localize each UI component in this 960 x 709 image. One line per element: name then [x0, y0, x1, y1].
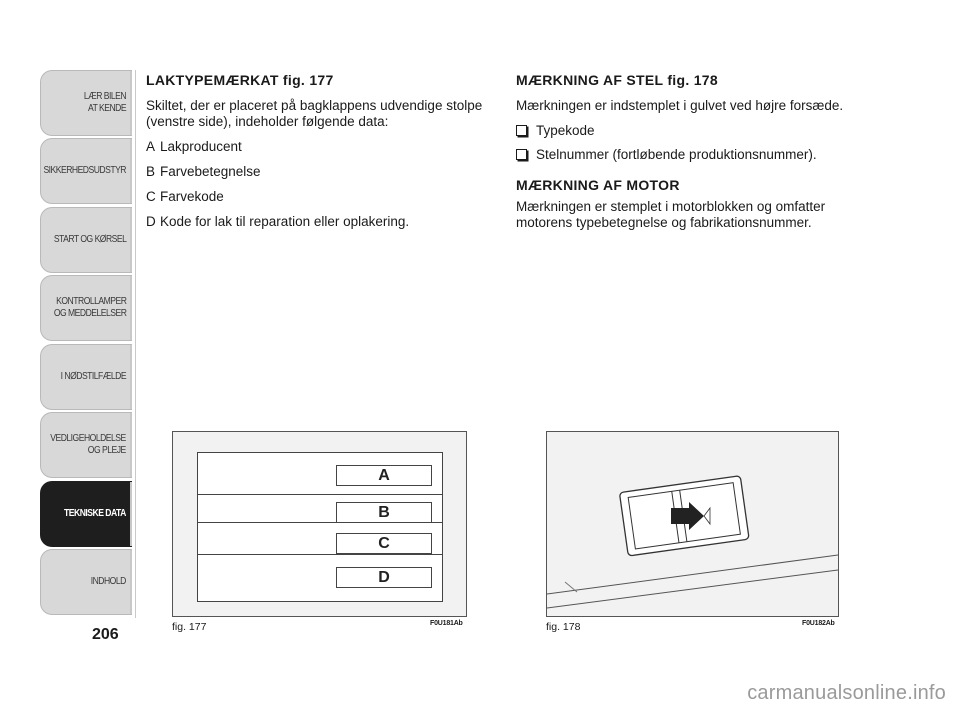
floor-line [547, 570, 838, 608]
tab-laer-bilen-at-kende[interactable] [40, 70, 132, 136]
section-heading: MÆRKNING AF MOTOR [516, 177, 680, 193]
item-text: Farvebetegnelse [160, 164, 261, 179]
intro-paragraph: Skiltet, der er placeret på bagklappens udvendige stolpe (venstre side), indeholder følgende data: [146, 98, 483, 129]
checkbox-bullet-icon [516, 149, 527, 160]
paragraph: Mærkningen er stemplet i motorblokken og omfatter motorens typebetegnelse og fabrikationsnummer. [516, 199, 826, 230]
figure-chassis-marking [546, 431, 839, 617]
list-item [146, 214, 498, 230]
plate-divider [198, 494, 442, 495]
figure-code: F0U182Ab [802, 620, 835, 627]
plate-field-a: A [336, 465, 432, 486]
tab-indhold[interactable] [40, 549, 132, 615]
list-item [146, 139, 498, 155]
tab-start-og-korsel[interactable] [40, 207, 132, 273]
item-text: Stelnummer (fortløbende produktionsnummer). [536, 147, 817, 162]
chassis-illustration [547, 432, 838, 616]
item-text: Typekode [536, 123, 595, 138]
tab-label: START OG KØRSEL [53, 234, 126, 245]
plate-divider [198, 554, 442, 555]
plate-field-b: B [336, 502, 432, 523]
chassis-marking-section [516, 72, 876, 240]
tab-vedligeholdelse[interactable] [40, 412, 132, 478]
tab-label: INDHOLD [90, 576, 126, 587]
page-number: 206 [92, 626, 119, 643]
list-item [146, 189, 498, 205]
tab-sikkerhedsudstyr[interactable] [40, 138, 132, 204]
tab-label: KONTROLLAMPER OG MEDDELELSER [53, 296, 126, 319]
item-text: Kode for lak til reparation eller oplakering. [160, 214, 410, 229]
figure-paint-label [172, 431, 467, 617]
paragraph: Mærkningen er indstemplet i gulvet ved højre forsæde. [516, 98, 844, 113]
checkbox-bullet-icon [516, 125, 527, 136]
list-item [516, 123, 876, 139]
item-text: Farvekode [160, 189, 224, 204]
tab-tekniske-data[interactable] [40, 481, 132, 547]
list-item [516, 147, 876, 163]
tab-label: SIKKERHEDSUDSTYR [43, 165, 126, 176]
tab-label: TEKNISKE DATA [64, 508, 126, 519]
tab-label: LÆR BILEN AT KENDE [83, 91, 126, 114]
section-heading: LAKTYPEMÆRKAT fig. 177 [146, 72, 334, 88]
item-key: C [146, 189, 156, 204]
tab-label: I NØDSTILFÆLDE [60, 371, 126, 382]
divider [135, 70, 136, 618]
plate-field-c: C [336, 533, 432, 554]
figure-caption: fig. 178 [546, 621, 581, 633]
item-text: Lakproducent [160, 139, 242, 154]
tab-kontrollamper[interactable] [40, 275, 132, 341]
watermark: carmanualsonline.info [747, 682, 946, 704]
tab-label: VEDLIGEHOLDELSE OG PLEJE [50, 433, 126, 456]
list-item [146, 164, 498, 180]
item-key: A [146, 139, 156, 154]
figure-caption: fig. 177 [172, 621, 207, 633]
figure-code: F0U181Ab [430, 620, 463, 627]
floor-line [547, 555, 838, 594]
plate-field-d: D [336, 567, 432, 588]
paint-label-plate [197, 452, 443, 602]
item-key: B [146, 164, 156, 179]
section-heading: MÆRKNING AF STEL fig. 178 [516, 72, 718, 88]
paint-label-section [146, 72, 498, 239]
tab-i-nodstilfaelde[interactable] [40, 344, 132, 410]
item-key: D [146, 214, 156, 229]
